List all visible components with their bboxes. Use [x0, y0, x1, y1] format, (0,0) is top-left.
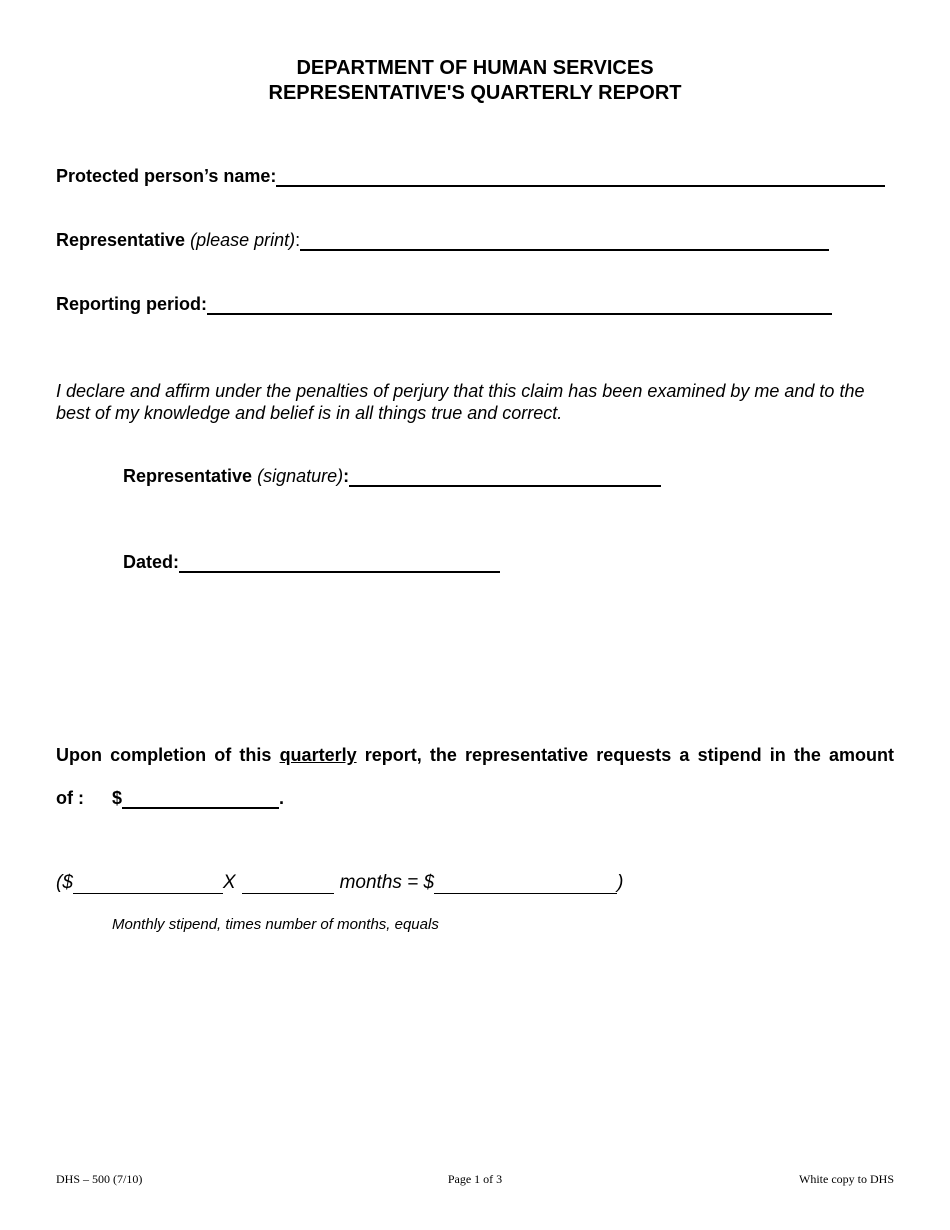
- dated-field[interactable]: [179, 553, 500, 573]
- total-stipend-field[interactable]: [434, 875, 617, 894]
- signature-label: Representative: [123, 466, 253, 486]
- stipend-calculation-row: [56, 872, 623, 894]
- reporting-period-row: [56, 294, 832, 315]
- representative-hint: (please print): [190, 230, 296, 250]
- stipend-of-label: of :: [56, 788, 84, 808]
- form-title-department: DEPARTMENT OF HUMAN SERVICES: [296, 57, 654, 79]
- representative-colon: :: [295, 230, 301, 250]
- monthly-stipend-field[interactable]: [73, 875, 223, 894]
- dated-row: [123, 552, 500, 573]
- reporting-period-label: Reporting period:: [56, 294, 207, 314]
- number-of-months-field[interactable]: [242, 875, 334, 894]
- calculation-note: Monthly stipend, times number of months, equals: [112, 916, 439, 933]
- signature-colon: :: [343, 466, 350, 486]
- dated-label: Dated:: [123, 552, 180, 572]
- protected-person-field[interactable]: [276, 167, 885, 187]
- protected-person-row: [56, 166, 885, 187]
- signature-row: [123, 466, 661, 487]
- protected-person-label: Protected person’s name:: [56, 166, 277, 186]
- footer-form-number: DHS – 500 (7/10): [56, 1172, 143, 1186]
- signature-field[interactable]: [349, 467, 661, 487]
- stipend-text-after: report, the representative requests a stipend in the amount: [356, 745, 894, 765]
- calc-close: ): [617, 872, 624, 893]
- stipend-quarterly-word: quarterly: [279, 745, 357, 765]
- form-title-report: REPRESENTATIVE'S QUARTERLY REPORT: [268, 82, 682, 104]
- representative-label: Representative: [56, 230, 186, 250]
- perjury-declaration: I declare and affirm under the penalties of perjury that this claim has been examined by me and to the best of my knowledge and belief is in all things true and correct.: [56, 381, 865, 423]
- stipend-period: .: [279, 788, 285, 808]
- calc-months-equals: months = $: [339, 872, 435, 893]
- footer-copy-note: White copy to DHS: [799, 1172, 894, 1186]
- calc-times: X: [222, 872, 236, 893]
- stipend-request-text: [56, 745, 894, 766]
- signature-hint: (signature): [257, 466, 344, 486]
- stipend-text-before: Upon completion of this: [56, 745, 280, 765]
- representative-print-row: [56, 230, 829, 251]
- stipend-amount-row: [56, 788, 284, 809]
- calc-open: ($: [56, 872, 73, 893]
- stipend-dollar-sign: $: [112, 788, 123, 808]
- stipend-amount-field[interactable]: [122, 789, 279, 809]
- representative-name-field[interactable]: [300, 231, 829, 251]
- reporting-period-field[interactable]: [207, 295, 832, 315]
- footer-page-number: Page 1 of 3: [447, 1172, 503, 1186]
